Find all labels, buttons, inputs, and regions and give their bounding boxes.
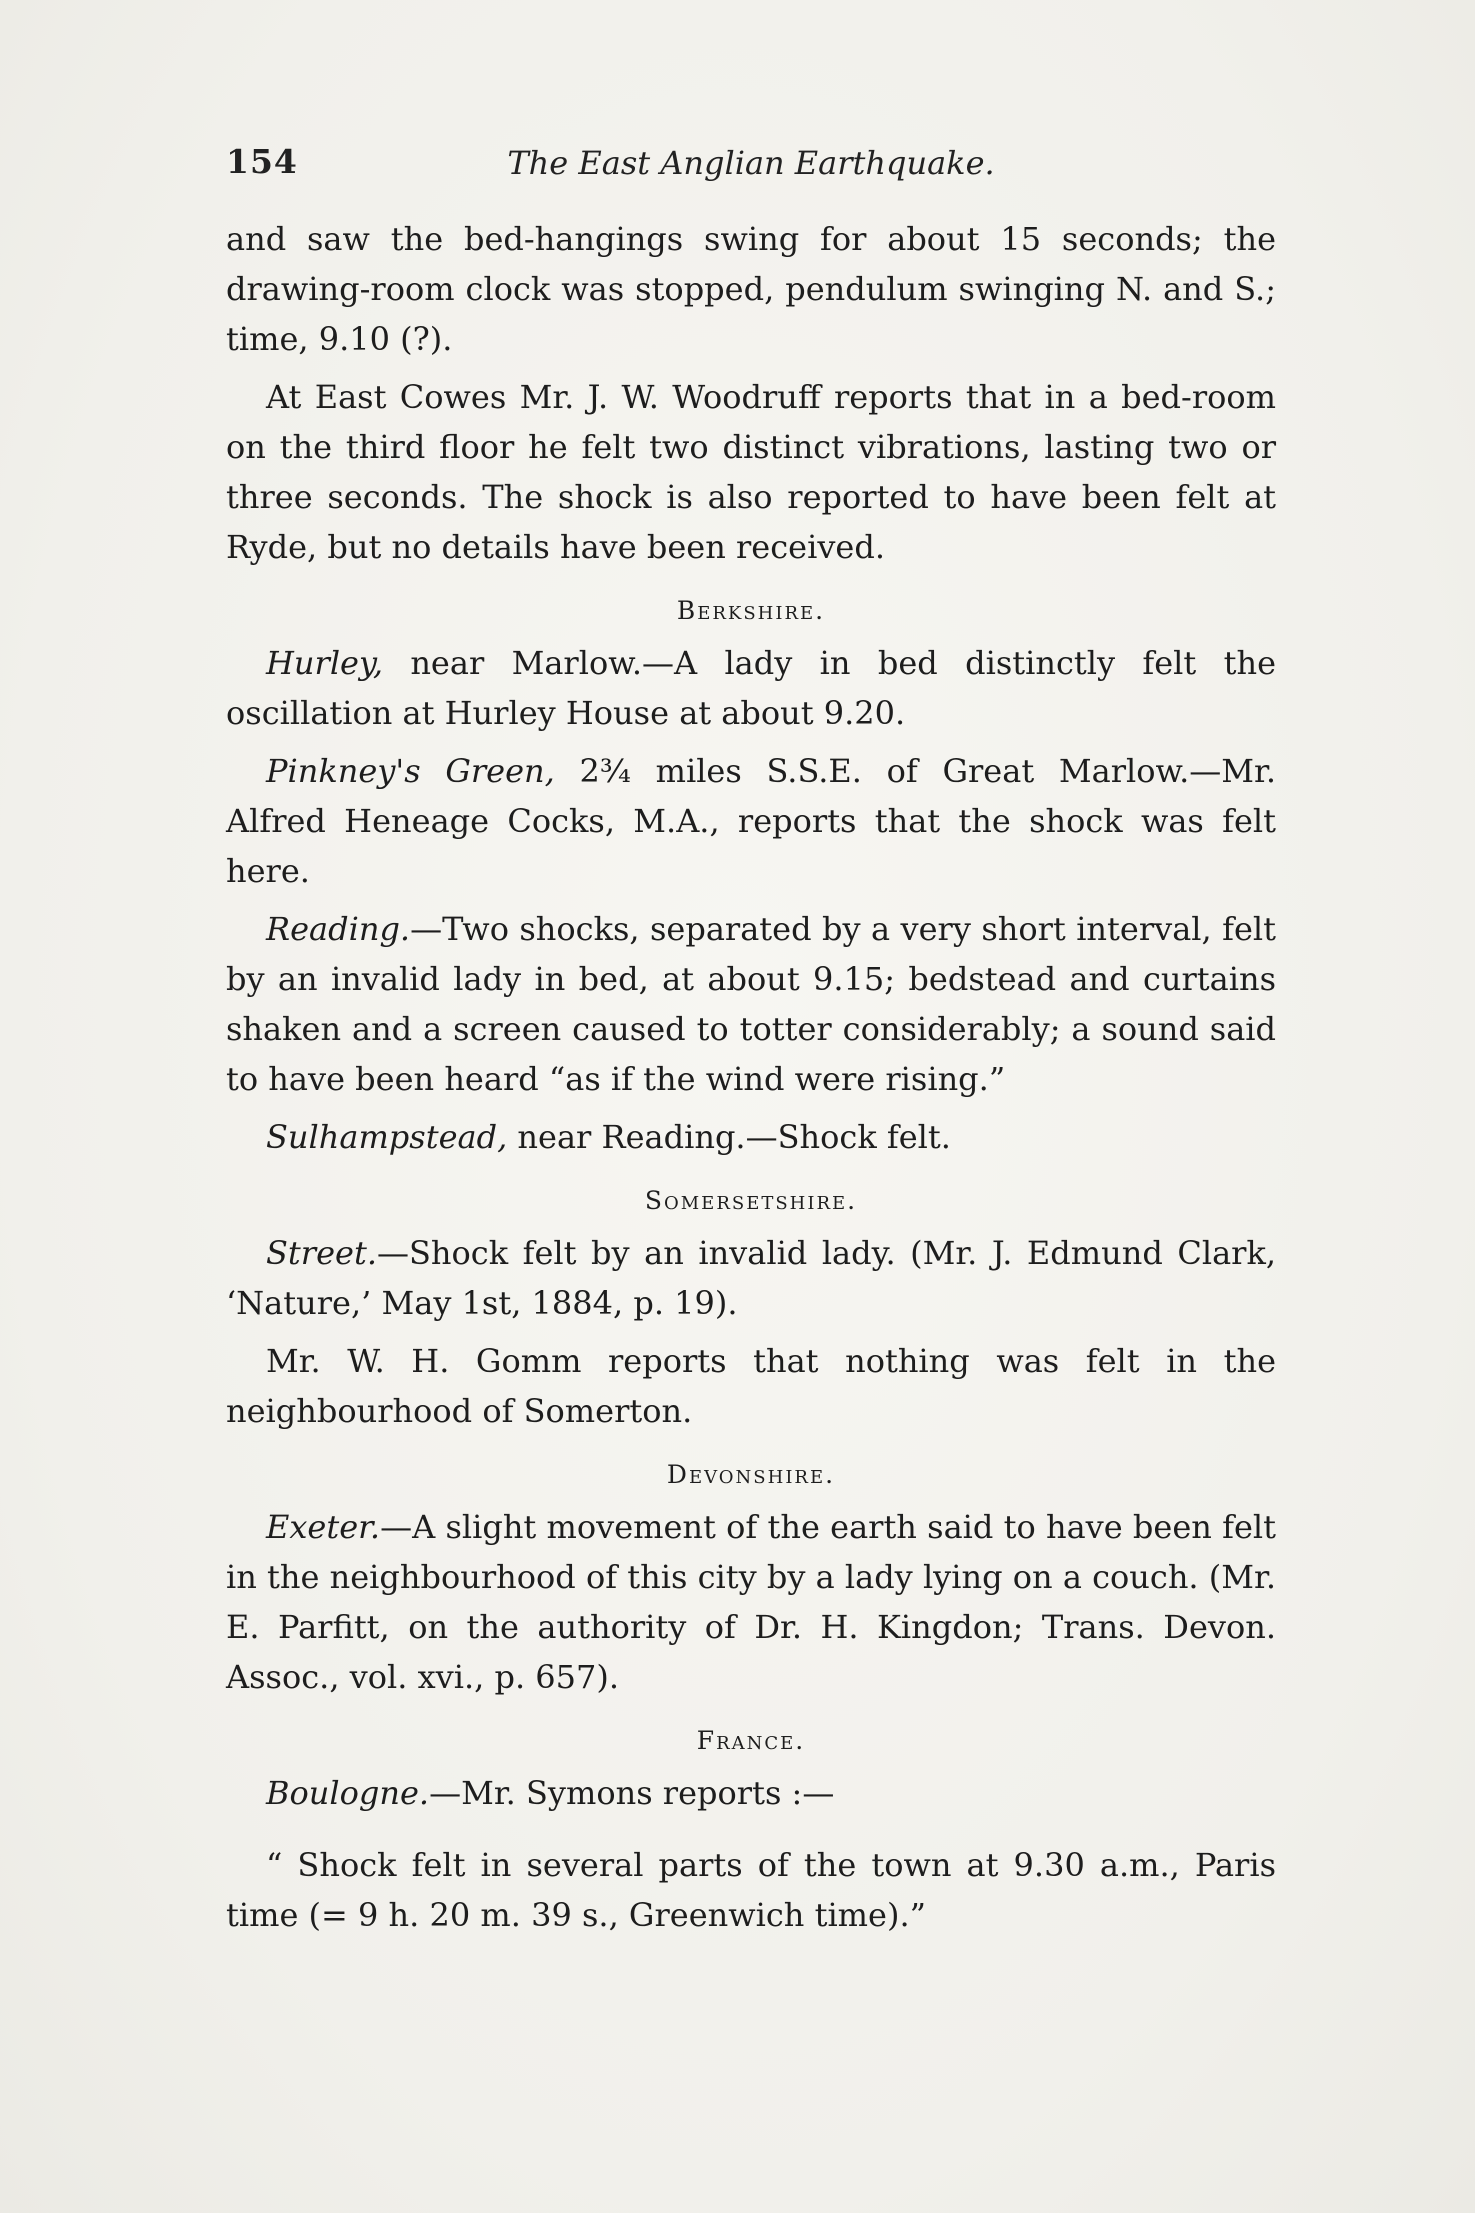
section-heading-france: France. [696,1726,806,1755]
place-name-exeter: Exeter. [266,1508,381,1546]
entry-street [226,1228,1276,1328]
section-heading-somersetshire: Somersetshire. [644,1186,858,1215]
entry-hurley [226,638,1276,738]
paragraph-continuation: and saw the bed-hangings swing for about 15 seconds; the drawing-room clock was stopped, pendulum swinging N. and S.; time, 9.10 (?). [226,220,1276,358]
place-name-reading: Reading. [266,910,411,948]
entry-text-hurley: near Marlow.—A lady in bed distinctly felt the oscillation at Hurley House at about 9.20. [226,644,1276,732]
running-title: The East Anglian Earthquake. [507,144,995,182]
entry-exeter [226,1502,1276,1702]
entry-boulogne [226,1768,1276,1818]
place-name-street: Street. [266,1234,377,1272]
entry-text-reading: —Two shocks, separated by a very short interval, felt by an invalid lady in bed, at about 9.15; bedstead and curtains shaken and a screen caused to totter considerably; a sound said to have been heard “as if the wind were rising.” [226,910,1276,1098]
quote-boulogne: “ Shock felt in several parts of the town at 9.30 a.m., Paris time (= 9 h. 20 m. 39 s., Greenwich time).” [226,1846,1276,1934]
page-body [226,214,1276,1940]
entry-text-exeter: —A slight movement of the earth said to have been felt in the neighbourhood of this city by a lady lying on a couch. (Mr. E. Parfitt, on the authority of Dr. H. Kingdon; Trans. Devon. Assoc., vol. xvi., p. 657). [226,1508,1276,1696]
section-heading-devonshire: Devonshire. [666,1460,836,1489]
place-name-boulogne: Boulogne. [266,1774,430,1812]
place-name-sulhampstead: Sulhampstead, [266,1118,508,1156]
page-header [226,142,1276,192]
place-name-hurley: Hurley, [266,644,383,682]
entry-text-sulhampstead: near Reading.—Shock felt. [507,1118,951,1156]
entry-text-boulogne: —Mr. Symons reports :— [429,1774,835,1812]
section-heading-berkshire: Berkshire. [676,596,826,625]
entry-text-pinkneys-green: 2¾ miles S.S.E. of Great Marlow.—Mr. Alfred Heneage Cocks, M.A., reports that the shock was felt here. [226,752,1276,890]
place-name-pinkneys-green: Pinkney's Green, [266,752,555,790]
page-number: 154 [226,142,298,181]
entry-sulhampstead [226,1112,1276,1162]
paragraph-east-cowes: At East Cowes Mr. J. W. Woodruff reports that in a bed-room on the third floor he felt two distinct vibrations, lasting two or three seconds. The shock is also reported to have been felt at Ryde, but no details have been received. [226,378,1276,566]
entry-pinkneys-green [226,746,1276,896]
entry-text-street: —Shock felt by an invalid lady. (Mr. J. Edmund Clark, ‘Nature,’ May 1st, 1884, p. 19). [226,1234,1276,1322]
entry-reading [226,904,1276,1104]
entry-gomm: Mr. W. H. Gomm reports that nothing was felt in the neighbourhood of Somerton. [226,1342,1276,1430]
